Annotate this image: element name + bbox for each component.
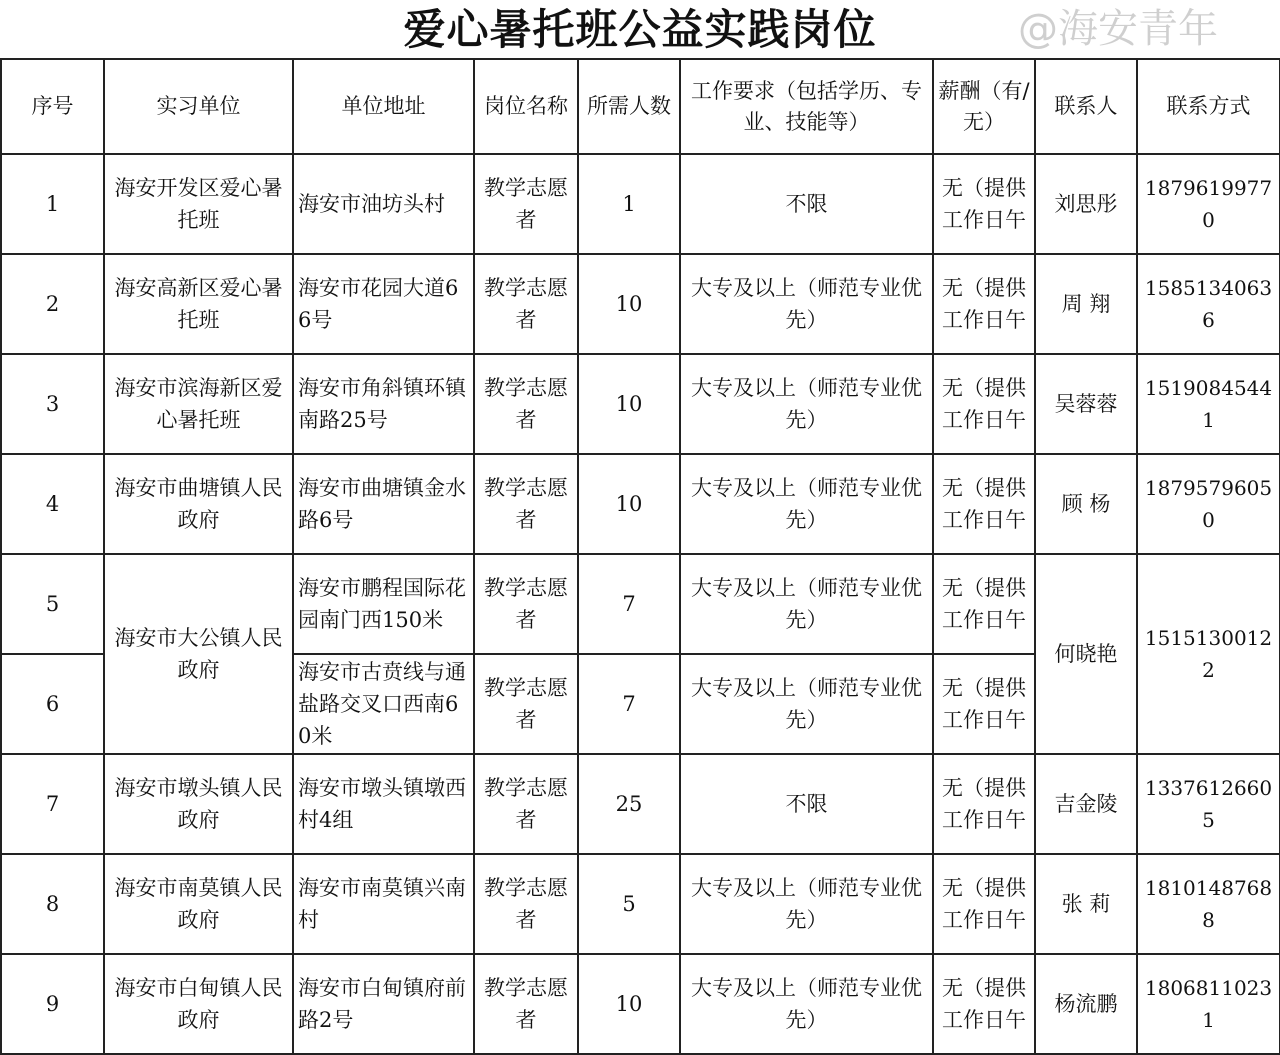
- title-bar: [0, 0, 1280, 58]
- cell-salary: 无（提供工作日午: [933, 554, 1035, 654]
- header-salary: 薪酬（有/无）: [933, 59, 1035, 154]
- cell-position: 教学志愿者: [474, 854, 578, 954]
- cell-contact: 吴蓉蓉: [1035, 354, 1137, 454]
- cell-no: 1: [1, 154, 104, 254]
- cell-salary: 无（提供工作日午: [933, 954, 1035, 1054]
- cell-salary: 无（提供工作日午: [933, 854, 1035, 954]
- cell-phone: 18068110231: [1137, 954, 1280, 1054]
- cell-salary: 无（提供工作日午: [933, 354, 1035, 454]
- cell-count: 10: [578, 954, 680, 1054]
- cell-count: 7: [578, 654, 680, 754]
- cell-no: 3: [1, 354, 104, 454]
- cell-address: 海安市鹏程国际花园南门西150米: [293, 554, 474, 654]
- cell-address: 海安市白甸镇府前路2号: [293, 954, 474, 1054]
- cell-contact: 杨流鹏: [1035, 954, 1137, 1054]
- page-title: 爱心暑托班公益实践岗位: [403, 5, 877, 54]
- cell-requirement: 大专及以上（师范专业优先）: [680, 254, 933, 354]
- cell-requirement: 不限: [680, 754, 933, 854]
- cell-unit: 海安高新区爱心暑托班: [104, 254, 293, 354]
- cell-phone: 15851340636: [1137, 254, 1280, 354]
- cell-position: 教学志愿者: [474, 354, 578, 454]
- cell-salary: 无（提供工作日午: [933, 654, 1035, 754]
- table-row: [1, 954, 1280, 1054]
- cell-phone: 18795796050: [1137, 454, 1280, 554]
- cell-position: 教学志愿者: [474, 154, 578, 254]
- header-address: 单位地址: [293, 59, 474, 154]
- cell-contact: 刘思彤: [1035, 154, 1137, 254]
- cell-address: 海安市曲塘镇金水路6号: [293, 454, 474, 554]
- cell-position: 教学志愿者: [474, 654, 578, 754]
- cell-unit: 海安市白甸镇人民政府: [104, 954, 293, 1054]
- table-header-row: [1, 59, 1280, 154]
- table-row: [1, 854, 1280, 954]
- cell-count: 10: [578, 454, 680, 554]
- cell-address: 海安市角斜镇环镇南路25号: [293, 354, 474, 454]
- cell-unit: 海安市墩头镇人民政府: [104, 754, 293, 854]
- cell-count: 25: [578, 754, 680, 854]
- cell-no: 5: [1, 554, 104, 654]
- cell-position: 教学志愿者: [474, 954, 578, 1054]
- cell-phone: 13376126605: [1137, 754, 1280, 854]
- cell-count: 10: [578, 354, 680, 454]
- header-requirement: 工作要求（包括学历、专业、技能等）: [680, 59, 933, 154]
- cell-unit: 海安开发区爱心暑托班: [104, 154, 293, 254]
- cell-no: 9: [1, 954, 104, 1054]
- table-row: [1, 154, 1280, 254]
- cell-salary: 无（提供工作日午: [933, 454, 1035, 554]
- cell-requirement: 大专及以上（师范专业优先）: [680, 554, 933, 654]
- cell-phone: 18101487688: [1137, 854, 1280, 954]
- cell-position: 教学志愿者: [474, 454, 578, 554]
- cell-address: 海安市墩头镇墩西村4组: [293, 754, 474, 854]
- header-unit: 实习单位: [104, 59, 293, 154]
- table-row: [1, 354, 1280, 454]
- cell-no: 7: [1, 754, 104, 854]
- header-position: 岗位名称: [474, 59, 578, 154]
- cell-salary: 无（提供工作日午: [933, 754, 1035, 854]
- cell-salary: 无（提供工作日午: [933, 254, 1035, 354]
- cell-requirement: 不限: [680, 154, 933, 254]
- cell-address: 海安市南莫镇兴南村: [293, 854, 474, 954]
- positions-table: [0, 58, 1280, 1055]
- header-phone: 联系方式: [1137, 59, 1280, 154]
- cell-phone: 15190845441: [1137, 354, 1280, 454]
- cell-position: 教学志愿者: [474, 754, 578, 854]
- cell-no: 6: [1, 654, 104, 754]
- cell-no: 8: [1, 854, 104, 954]
- cell-requirement: 大专及以上（师范专业优先）: [680, 654, 933, 754]
- cell-requirement: 大专及以上（师范专业优先）: [680, 354, 933, 454]
- header-contact: 联系人: [1035, 59, 1137, 154]
- cell-unit: 海安市曲塘镇人民政府: [104, 454, 293, 554]
- cell-no: 4: [1, 454, 104, 554]
- table-row: [1, 554, 1280, 654]
- table-row: [1, 254, 1280, 354]
- cell-contact: 顾 杨: [1035, 454, 1137, 554]
- cell-no: 2: [1, 254, 104, 354]
- watermark: @海安青年: [1018, 6, 1218, 52]
- cell-requirement: 大专及以上（师范专业优先）: [680, 854, 933, 954]
- cell-address: 海安市油坊头村: [293, 154, 474, 254]
- header-no: 序号: [1, 59, 104, 154]
- cell-count: 5: [578, 854, 680, 954]
- table-row: [1, 754, 1280, 854]
- cell-unit: 海安市大公镇人民政府: [104, 554, 293, 754]
- cell-address: 海安市古贲线与通盐路交叉口西南60米: [293, 654, 474, 754]
- cell-count: 7: [578, 554, 680, 654]
- cell-count: 10: [578, 254, 680, 354]
- cell-position: 教学志愿者: [474, 554, 578, 654]
- cell-count: 1: [578, 154, 680, 254]
- cell-address: 海安市花园大道66号: [293, 254, 474, 354]
- cell-contact: 张 莉: [1035, 854, 1137, 954]
- table-row: [1, 454, 1280, 554]
- header-count: 所需人数: [578, 59, 680, 154]
- cell-unit: 海安市滨海新区爱心暑托班: [104, 354, 293, 454]
- cell-position: 教学志愿者: [474, 254, 578, 354]
- cell-phone: 18796199770: [1137, 154, 1280, 254]
- cell-contact: 何晓艳: [1035, 554, 1137, 754]
- cell-requirement: 大专及以上（师范专业优先）: [680, 454, 933, 554]
- cell-contact: 周 翔: [1035, 254, 1137, 354]
- cell-requirement: 大专及以上（师范专业优先）: [680, 954, 933, 1054]
- cell-salary: 无（提供工作日午: [933, 154, 1035, 254]
- cell-unit: 海安市南莫镇人民政府: [104, 854, 293, 954]
- cell-phone: 15151300122: [1137, 554, 1280, 754]
- cell-contact: 吉金陵: [1035, 754, 1137, 854]
